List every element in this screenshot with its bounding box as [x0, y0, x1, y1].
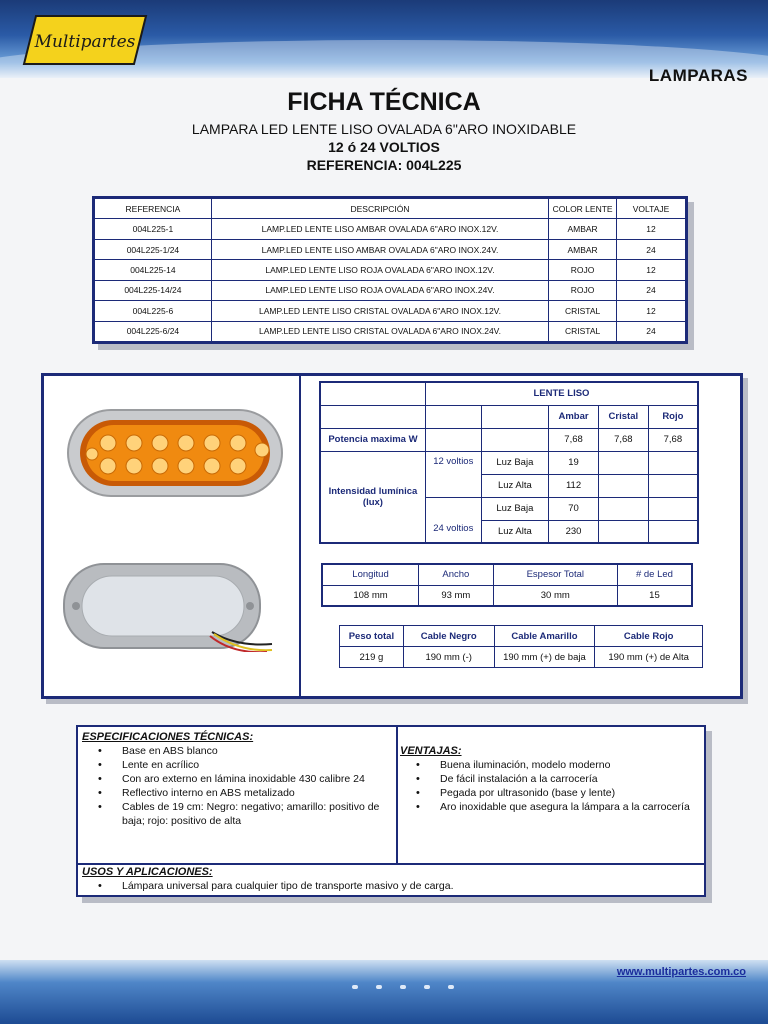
list-item: • Reflectivo interno en ABS metalizado	[78, 786, 394, 800]
column-header: VOLTAJE	[617, 199, 686, 219]
panel-divider	[78, 863, 704, 865]
weight-header: Cable Amarillo	[494, 626, 595, 647]
column-header: COLOR LENTE	[549, 199, 617, 219]
multipartes-logo	[22, 14, 148, 66]
cell: LAMP.LED LENTE LISO CRISTAL OVALADA 6"ARO INOX.24V.	[211, 321, 548, 341]
v12-high-value: 112	[549, 474, 599, 497]
cell: LAMP.LED LENTE LISO ROJA OVALADA 6"ARO INOX.12V.	[211, 260, 548, 280]
list-item: • Pegada por ultrasonido (base y lente)	[396, 786, 696, 800]
power-rojo: 7,68	[648, 428, 698, 451]
power-label: Potencia maxima W	[320, 428, 425, 451]
specs-list	[78, 744, 394, 828]
cell: 004L225-6/24	[95, 321, 212, 341]
v12-low-value: 19	[549, 451, 599, 474]
cell: ROJO	[549, 260, 617, 280]
uses-title: USOS Y APLICACIONES:	[82, 866, 213, 878]
weight-header: Cable Rojo	[595, 626, 703, 647]
v24-high-value: 230	[549, 520, 599, 543]
website-link[interactable]: www.multipartes.com.co	[616, 966, 746, 978]
dim-header: Espesor Total	[493, 564, 617, 585]
empty-cell	[598, 520, 648, 543]
empty-cell	[598, 451, 648, 474]
panel-divider	[299, 376, 301, 696]
empty-cell	[481, 405, 549, 428]
cell: 004L225-1/24	[95, 239, 212, 259]
cell: AMBAR	[549, 239, 617, 259]
dim-value: 108 mm	[322, 585, 419, 606]
low-beam-label: Luz Baja	[481, 497, 549, 520]
empty-cell	[425, 428, 481, 451]
empty-cell	[598, 497, 648, 520]
empty-cell	[320, 382, 425, 405]
empty-cell	[648, 474, 698, 497]
dim-value: 30 mm	[493, 585, 617, 606]
cell: 24	[617, 280, 686, 300]
v24-label: 24 voltios	[425, 497, 481, 543]
uses-list	[78, 879, 698, 893]
footer-dots	[352, 974, 472, 993]
cell: CRISTAL	[549, 321, 617, 341]
cell: 004L225-1	[95, 219, 212, 239]
dim-value: 15	[617, 585, 692, 606]
high-beam-label: Luz Alta	[481, 474, 549, 497]
cell: 12	[617, 219, 686, 239]
empty-cell	[320, 405, 425, 428]
dim-value: 93 mm	[419, 585, 494, 606]
table-row	[95, 321, 686, 341]
voltage-subtitle: 12 ó 24 VOLTIOS	[328, 139, 440, 155]
list-item: • Con aro externo en lámina inoxidable 430 calibre 24	[78, 772, 394, 786]
power-cristal: 7,68	[598, 428, 648, 451]
list-item: • Aro inoxidable que asegura la lámpara a la carrocería	[396, 800, 696, 814]
power-ambar: 7,68	[549, 428, 599, 451]
table-header-row	[95, 199, 686, 219]
list-item: • Base en ABS blanco	[78, 744, 394, 758]
page-title: FICHA TÉCNICA	[287, 88, 481, 116]
dim-header: Longitud	[322, 564, 419, 585]
table-row	[95, 301, 686, 321]
high-beam-label: Luz Alta	[481, 520, 549, 543]
advantages-list	[396, 758, 696, 814]
cell: LAMP.LED LENTE LISO ROJA OVALADA 6"ARO INOX.24V.	[211, 280, 548, 300]
list-item: • De fácil instalación a la carrocería	[396, 772, 696, 786]
cell: 004L225-14/24	[95, 280, 212, 300]
intensity-label: Intensidad lumínica (lux)	[320, 451, 425, 543]
cell: LAMP.LED LENTE LISO AMBAR OVALADA 6"ARO INOX.24V.	[211, 239, 548, 259]
list-item: • Lámpara universal para cualquier tipo de transporte masivo y de carga.	[78, 879, 698, 893]
empty-cell	[648, 451, 698, 474]
specifications-panel	[76, 725, 706, 897]
dimensions-table	[321, 563, 693, 607]
product-panel	[41, 373, 743, 699]
product-name: LAMPARA LED LENTE LISO OVALADA 6"ARO INOXIDABLE	[191, 121, 577, 137]
clear-lamp-photo	[62, 562, 274, 652]
reference-table	[94, 198, 686, 342]
cell: 004L225-14	[95, 260, 212, 280]
empty-cell	[648, 520, 698, 543]
empty-cell	[425, 405, 481, 428]
reference-subtitle: REFERENCIA: 004L225	[306, 157, 462, 173]
cell: 12	[617, 301, 686, 321]
weight-header: Cable Negro	[403, 626, 494, 647]
cell: LAMP.LED LENTE LISO AMBAR OVALADA 6"ARO INOX.12V.	[211, 219, 548, 239]
low-beam-label: Luz Baja	[481, 451, 549, 474]
empty-cell	[481, 428, 549, 451]
weight-value: 190 mm (-)	[403, 647, 494, 668]
cell: 004L225-6	[95, 301, 212, 321]
column-header: DESCRIPCIÓN	[211, 199, 548, 219]
cell: ROJO	[549, 280, 617, 300]
column-header: REFERENCIA	[95, 199, 212, 219]
reference-table-box	[92, 196, 688, 344]
logo-text: Multipartes	[34, 32, 136, 52]
lens-header: LENTE LISO	[425, 382, 698, 405]
weight-value: 190 mm (+) de Alta	[595, 647, 703, 668]
weight-value: 190 mm (+) de baja	[494, 647, 595, 668]
weight-cables-table	[339, 625, 703, 668]
cell: 24	[617, 321, 686, 341]
v12-label: 12 voltios	[425, 451, 481, 497]
color-header-rojo: Rojo	[648, 405, 698, 428]
dim-header: Ancho	[419, 564, 494, 585]
empty-cell	[648, 497, 698, 520]
cell: 24	[617, 239, 686, 259]
weight-header: Peso total	[340, 626, 404, 647]
lens-spec-table	[319, 381, 699, 544]
color-header-ambar: Ambar	[549, 405, 599, 428]
section-label: LAMPARAS	[648, 66, 748, 85]
empty-cell	[598, 474, 648, 497]
table-row	[95, 219, 686, 239]
cell: CRISTAL	[549, 301, 617, 321]
list-item: • Cables de 19 cm: Negro: negativo; amarillo: positivo de baja; rojo: positivo de alta	[78, 800, 394, 828]
cell: AMBAR	[549, 219, 617, 239]
list-item: • Buena iluminación, modelo moderno	[396, 758, 696, 772]
table-row	[95, 280, 686, 300]
table-row	[95, 239, 686, 259]
v24-low-value: 70	[549, 497, 599, 520]
dim-header: # de Led	[617, 564, 692, 585]
cell: 12	[617, 260, 686, 280]
weight-value: 219 g	[340, 647, 404, 668]
advantages-title: VENTAJAS:	[400, 745, 462, 757]
list-item: • Lente en acrílico	[78, 758, 394, 772]
cell: LAMP.LED LENTE LISO CRISTAL OVALADA 6"ARO INOX.12V.	[211, 301, 548, 321]
color-header-cristal: Cristal	[598, 405, 648, 428]
table-row	[95, 260, 686, 280]
amber-lamp-photo	[66, 408, 284, 498]
specs-title: ESPECIFICACIONES TÉCNICAS:	[82, 731, 254, 743]
